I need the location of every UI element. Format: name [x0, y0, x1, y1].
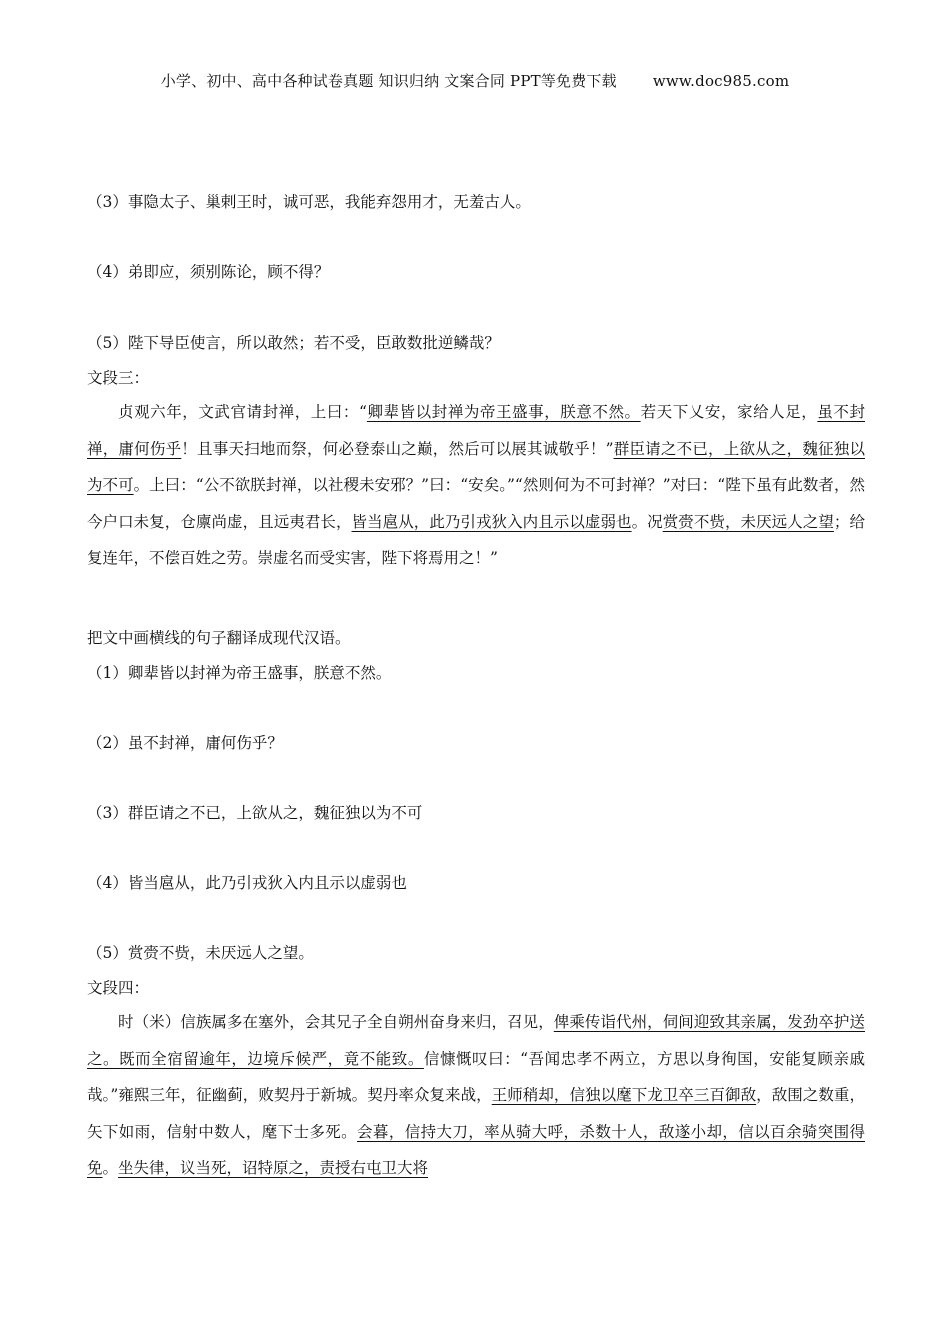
- sec3-item-1: （1）卿辈皆以封禅为帝王盛事，朕意不然。: [87, 664, 392, 682]
- sec3-title: 文段三：: [87, 369, 150, 387]
- sec3-passage-segment: 。况: [631, 512, 663, 531]
- sec3-passage-underlined-segment: 卿辈皆以封禅为帝王盛事，朕意不然。: [366, 403, 641, 421]
- sec4-passage-segment: 。: [102, 1159, 119, 1177]
- sec4-title: 文段四：: [87, 979, 150, 997]
- sec3-item-3: （3）群臣请之不已，上欲从之，魏征独以为不可: [87, 804, 423, 822]
- sec4-passage-segment: ，敌围之数重，矢下如雨，信射中数人，麾下士多死。: [87, 1086, 865, 1141]
- sec4-passage-underlined-segment: 会暮，信持大刀，率从骑大呼，杀数十人，敌遂小却，信以百余骑突围得免: [87, 1122, 865, 1177]
- sec3-item-2: （2）虽不封禅，庸何伤乎？: [87, 734, 283, 752]
- sec3-passage-segment: ！且事天扫地而祭，何必登泰山之巅，然后可以展其诚敬乎！”: [181, 439, 614, 458]
- sec4-passage-underlined-segment: 坐失律，议当死，诏特原之，责授右屯卫大将: [118, 1159, 429, 1177]
- sec3-passage-underlined-segment: 赏赍不赀，未厌远人之望: [662, 512, 834, 531]
- sec3-passage-segment: 贞观六年，文武官请封禅，上曰：“: [118, 403, 367, 421]
- page-header: [0, 70, 950, 91]
- header-site: www.doc985.com: [652, 72, 790, 90]
- sec3-passage: [87, 394, 865, 577]
- sec3-passage-segment: 若天下乂安，家给人足，: [640, 403, 818, 421]
- sec2-item-4: （4）弟即应，须别陈论，顾不得？: [87, 263, 330, 281]
- sec4-passage-underlined-segment: 俾乘传诣代州，伺间迎致其亲属，发劲卒护送之。既而全宿留逾年，边境斥候严，竟不能致。: [87, 1013, 865, 1068]
- sec3-passage-underlined-segment: 虽不封禅，庸何伤乎: [87, 403, 865, 458]
- sec3-passage-underlined-segment: 群臣请之不已，上欲从之，魏征独以为不可: [87, 439, 865, 494]
- sec2-item-3: （3）事隐太子、巢剌王时，诚可恶，我能弃怨用才，无羞古人。: [87, 193, 531, 211]
- sec3-passage-underlined-segment: 皆当扈从，此乃引戎狄入内且示以虚弱也: [351, 512, 632, 531]
- sec3-item-5: （5）赏赍不赀，未厌远人之望。: [87, 944, 314, 962]
- sec3-item-4: （4）皆当扈从，此乃引戎狄入内且示以虚弱也: [87, 874, 407, 892]
- sec4-passage-segment: 时（米）信族属多在塞外，会其兄子全自朔州奋身来归，召见，: [118, 1013, 554, 1031]
- sec4-passage-segment: 信慷慨叹曰：“吾闻忠孝不两立，方思以身徇国，安能复顾亲戚哉。”雍熙三年，征幽蓟，败契丹于新城。契丹率众复来战，: [87, 1049, 865, 1104]
- sec2-item-5: （5）陛下导臣使言，所以敢然；若不受，臣敢数批逆鳞哉？: [87, 334, 500, 352]
- sec3-passage-segment: ；给复连年，不偿百姓之劳。崇虚名而受实害，陛下将焉用之！”: [87, 512, 865, 567]
- sec4-passage: [87, 1004, 865, 1187]
- sec3-passage-segment: 。上曰：“公不欲朕封禅，以社稷未安邪？”曰：“安矣。”“然则何为不可封禅？”对曰：“陛下虽有此数者，然今户口未复，仓廪尚虚，且远夷君长，: [87, 476, 865, 531]
- header-text: 小学、初中、高中各种试卷真题 知识归纳 文案合同 PPT等免费下载: [160, 72, 617, 90]
- sec3-instruction: 把文中画横线的句子翻译成现代汉语。: [87, 629, 351, 647]
- sec4-passage-underlined-segment: 王师稍却，信独以麾下龙卫卒三百御敌: [491, 1086, 757, 1104]
